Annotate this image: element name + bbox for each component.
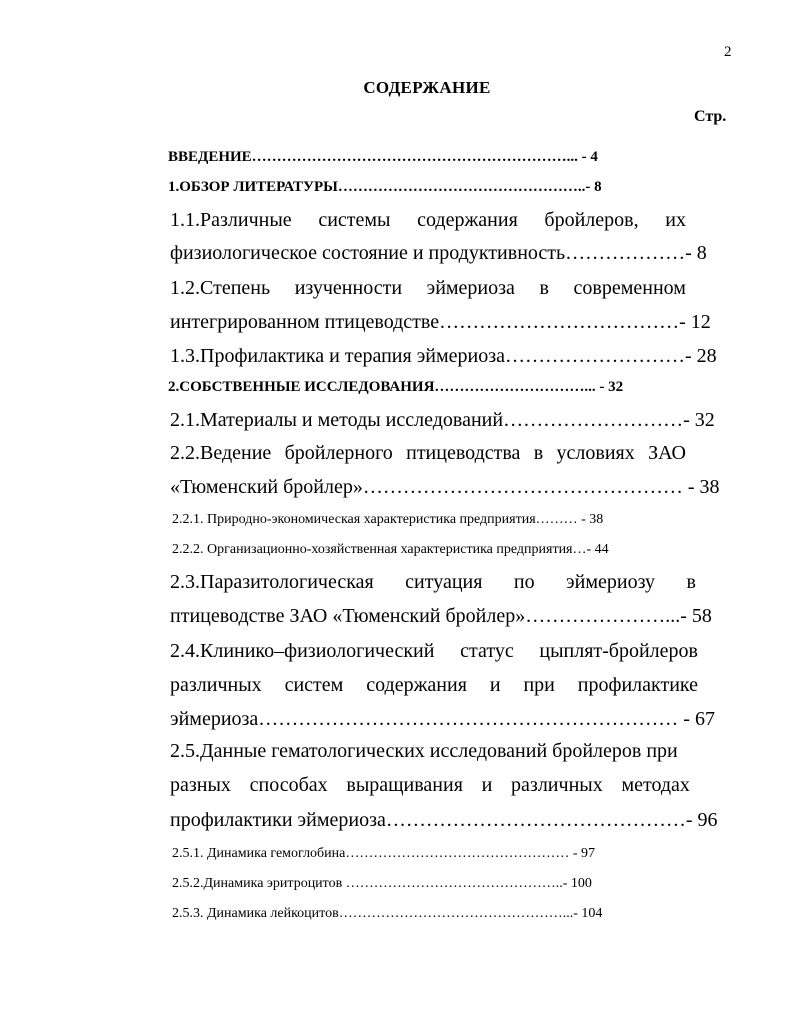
toc-entry-2-4-line-2[interactable] (170, 675, 698, 695)
toc-entry-own-research[interactable]: 2.СОБСТВЕННЫЕ ИССЛЕДОВАНИЯ…………………………... - 32 (168, 379, 624, 395)
toc-entry-2-2-2[interactable]: 2.2.2. Организационно-хозяйственная характеристика предприятия…- 44 (172, 542, 609, 557)
page-title: СОДЕРЖАНИЕ (363, 78, 491, 97)
word: современном (573, 277, 686, 299)
toc-entry-2-3-line-2[interactable]: птицеводстве ЗАО «Тюменский бройлер»…………………...- 58 (170, 605, 712, 627)
word: при (523, 674, 555, 696)
toc-entry-2-2-line-1[interactable] (170, 443, 686, 463)
page-number: 2 (724, 44, 732, 60)
word: 1.2.Степень (170, 277, 271, 299)
word: и (489, 674, 501, 696)
word: по (513, 571, 535, 593)
word: системы (318, 209, 391, 231)
word: в (539, 277, 549, 299)
word: различных (170, 674, 262, 696)
word: профилактике (577, 674, 698, 696)
toc-entry-2-2-1[interactable]: 2.2.1. Природно-экономическая характеристика предприятия……… - 38 (172, 512, 604, 527)
word: 2.2.Ведение (170, 442, 272, 464)
word: ЗАО (648, 442, 686, 464)
word: бройлеров, (544, 209, 639, 231)
word: 1.1.Различные (170, 209, 292, 231)
word: условиях (556, 442, 635, 464)
word: в (686, 571, 696, 593)
toc-entry-2-1[interactable]: 2.1.Материалы и методы исследований………………………- 32 (170, 409, 715, 431)
word: содержания (417, 209, 518, 231)
toc-entry-1-2-line-2[interactable]: интегрированном птицеводстве………………………………- 12 (170, 311, 711, 333)
toc-entry-2-5-3[interactable]: 2.5.3. Динамика лейкоцитов…………………………………………...- 104 (172, 906, 603, 921)
word: выращивания (346, 774, 463, 796)
word: 2.4.Клинико–физиологический (170, 640, 435, 662)
word: их (665, 209, 686, 231)
word: систем (284, 674, 344, 696)
toc-entry-2-5-2[interactable]: 2.5.2.Динамика эритроцитов ………………………………………..- 100 (172, 876, 592, 891)
toc-entry-1-1-line-2[interactable]: физиологическое состояние и продуктивность………………- 8 (170, 242, 707, 264)
page-column-label: Стр. (694, 108, 727, 125)
toc-entry-2-5-line-2[interactable] (170, 775, 690, 795)
toc-entry-2-2-line-2[interactable]: «Тюменский бройлер»………………………………………… - 38 (170, 476, 720, 498)
word: изученности (294, 277, 403, 299)
toc-entry-1-2-line-1[interactable] (170, 278, 686, 298)
word: и (481, 774, 493, 796)
word: способах (249, 774, 328, 796)
toc-entry-introduction[interactable]: ВВЕДЕНИЕ………………………………………………………... - 4 (168, 149, 598, 165)
word: в (533, 442, 544, 464)
word: содержания (366, 674, 467, 696)
toc-entry-2-5-line-3[interactable]: профилактики эймериоза………………………………………- 96 (170, 809, 718, 831)
toc-entry-2-3-line-1[interactable] (170, 572, 696, 592)
word: разных (170, 774, 231, 796)
word: эймериозу (566, 571, 656, 593)
word: цыплят-бройлеров (539, 640, 698, 662)
toc-entry-2-5-line-1[interactable]: 2.5.Данные гематологических исследований бройлеров при (170, 740, 678, 762)
word: методах (621, 774, 690, 796)
word: различных (511, 774, 603, 796)
toc-entry-1-1-line-1[interactable] (170, 210, 686, 230)
word: бройлерного (284, 442, 393, 464)
word: 2.3.Паразитологическая (170, 571, 374, 593)
word: эймериоза (426, 277, 515, 299)
word: птицеводства (406, 442, 521, 464)
word: статус (460, 640, 514, 662)
toc-entry-2-4-line-3[interactable]: эймериоза……………………………………………………… - 67 (170, 708, 715, 730)
toc-entry-1-3[interactable]: 1.3.Профилактика и терапия эймериоза………………………- 28 (170, 345, 717, 367)
toc-entry-literature-review[interactable]: 1.ОБЗОР ЛИТЕРАТУРЫ…………………………………………..- 8 (168, 179, 602, 195)
toc-entry-2-4-line-1[interactable] (170, 641, 698, 661)
toc-entry-2-5-1[interactable]: 2.5.1. Динамика гемоглобина………………………………………… - 97 (172, 846, 596, 861)
word: ситуация (405, 571, 483, 593)
